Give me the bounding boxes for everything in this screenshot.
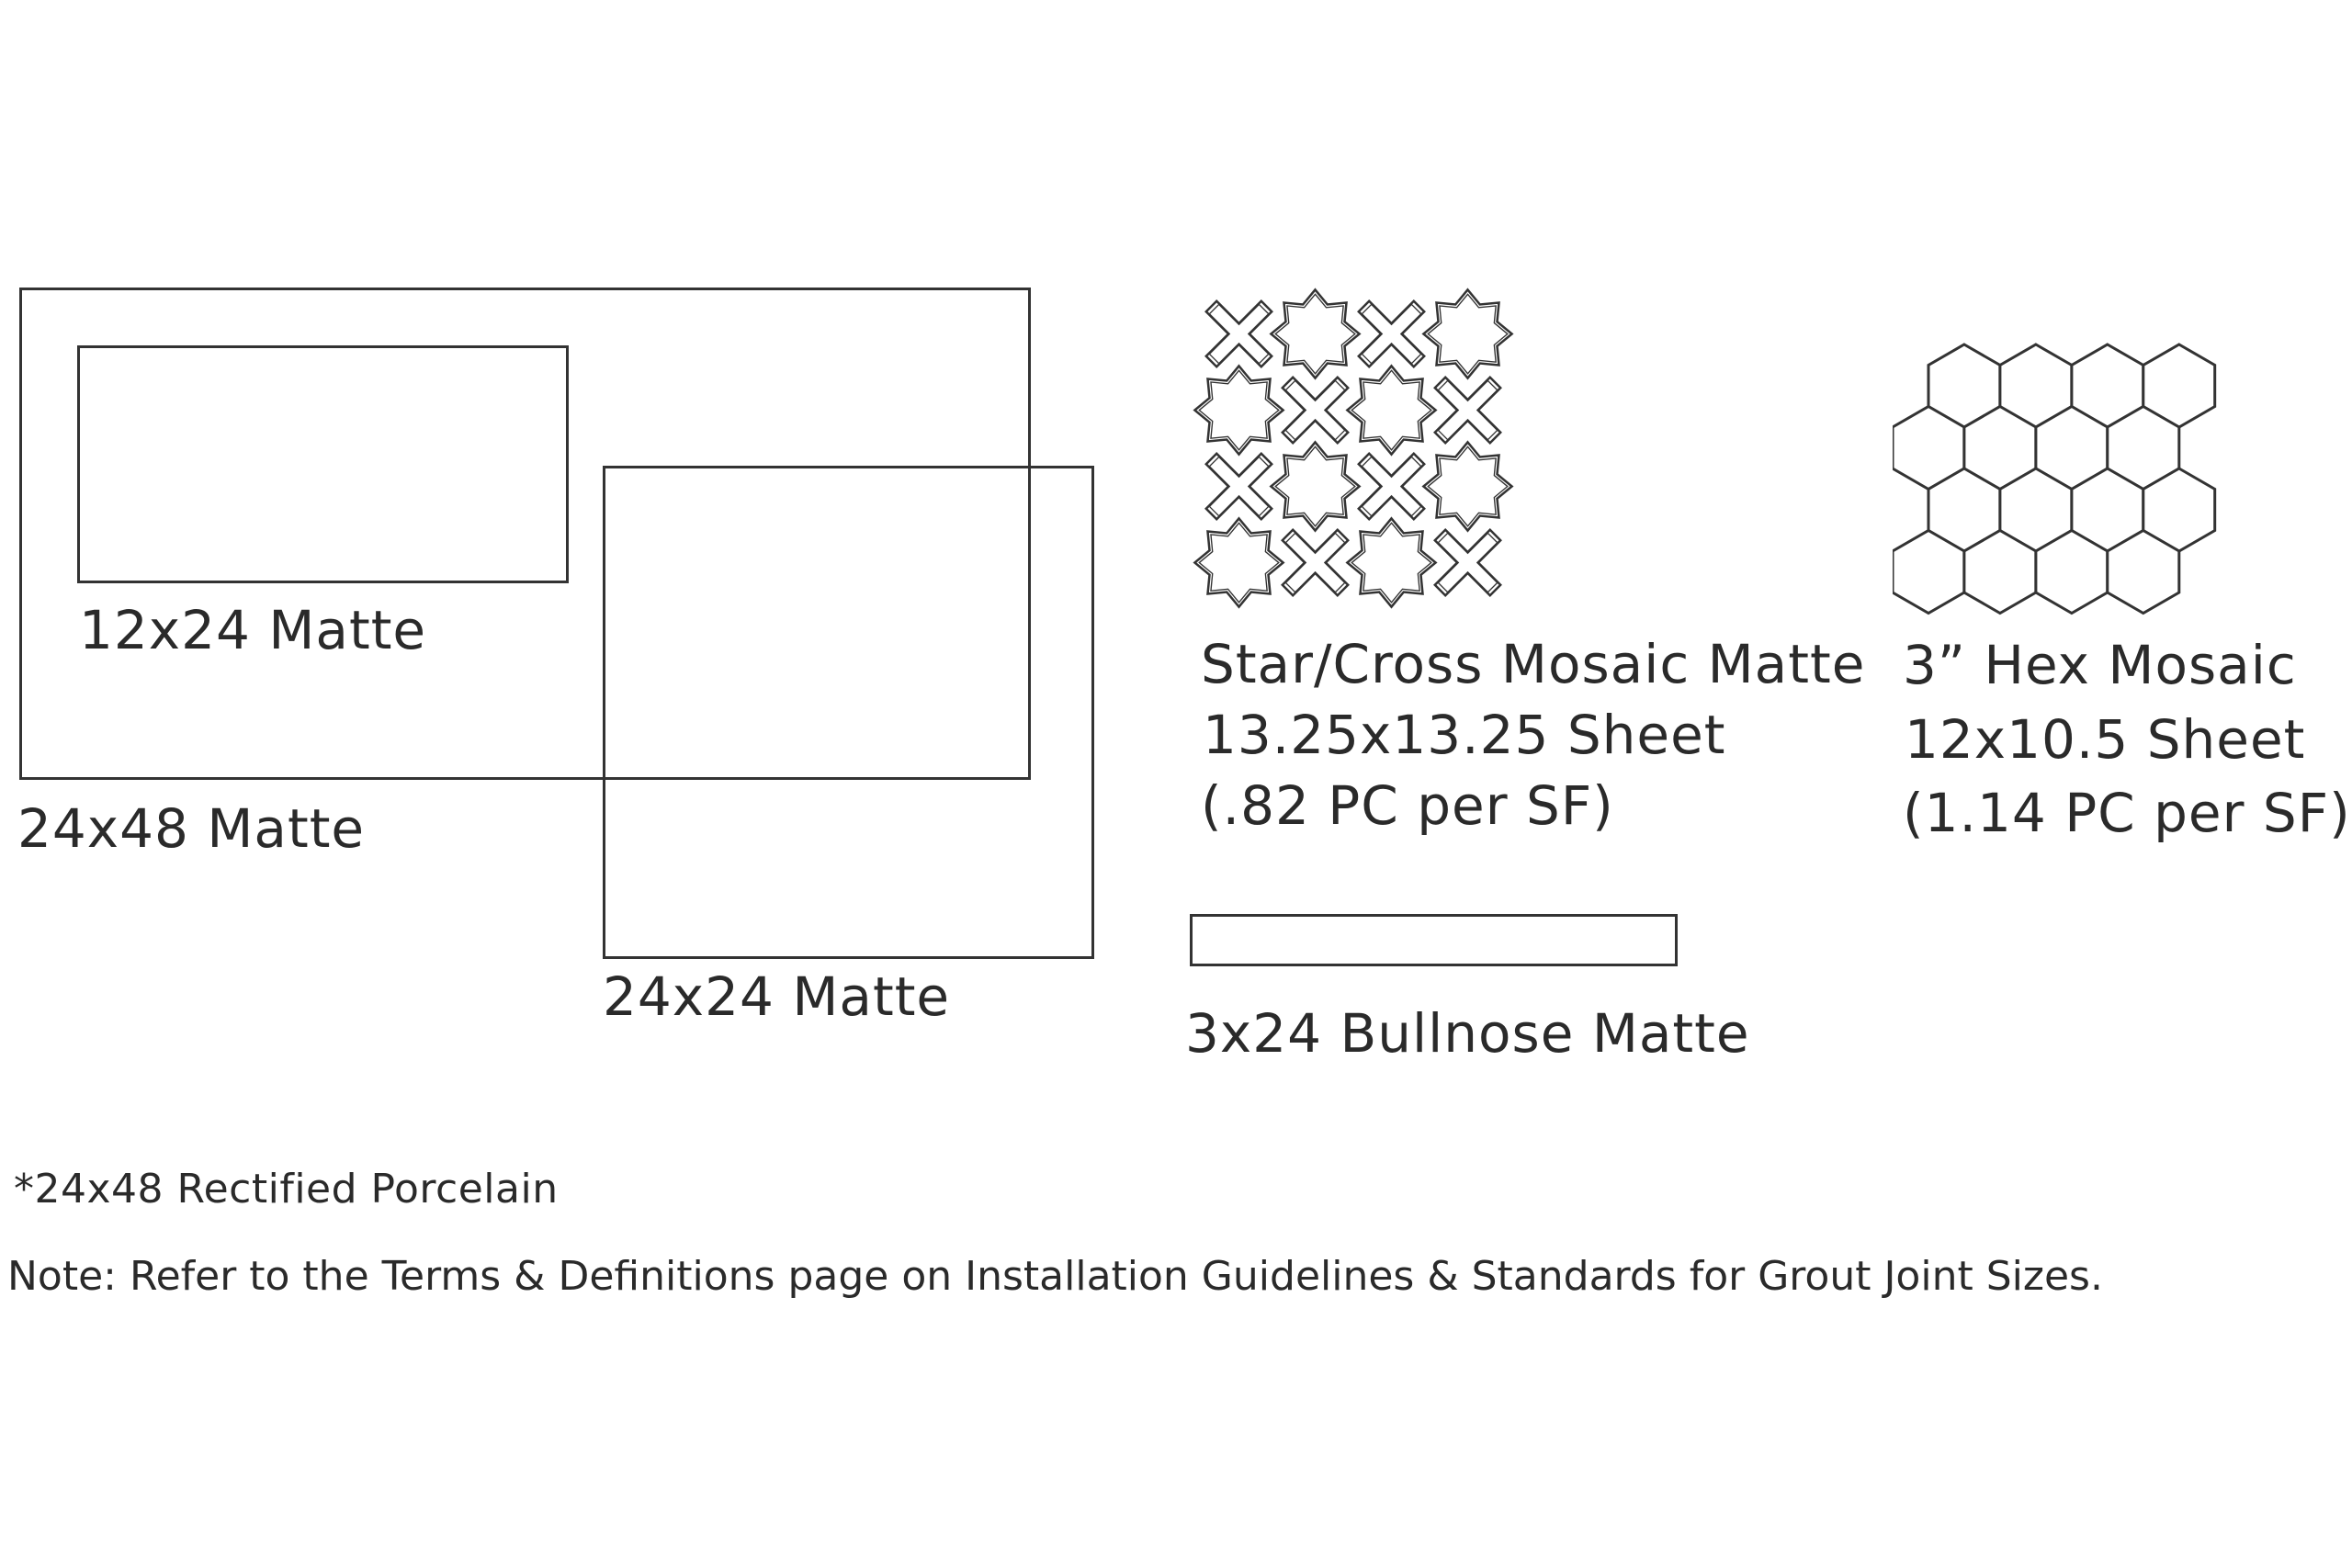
- bullnose-label: 3x24 Bullnose Matte: [1185, 1002, 1750, 1065]
- cross-tile-inner-edge: [1362, 457, 1420, 515]
- bullnose-outline: [1190, 914, 1678, 966]
- tile-12x24-label: 12x24 Matte: [79, 599, 427, 661]
- star-tile-inner-edge: [1199, 523, 1279, 603]
- tile-24x24-label: 24x24 Matte: [603, 965, 951, 1028]
- star-tile-inner-edge: [1351, 370, 1431, 450]
- star-cross-label-line3: (.82 PC per SF): [1201, 774, 1614, 837]
- star-tile-inner-edge: [1428, 446, 1508, 526]
- cross-tile-inner-edge: [1362, 304, 1420, 363]
- star-cross-label-line1: Star/Cross Mosaic Matte: [1201, 633, 1866, 695]
- cross-tile-inner-edge: [1285, 380, 1344, 439]
- hex-label-line3: (1.14 PC per SF): [1903, 782, 2351, 844]
- grout-joint-note: Note: Refer to the Terms & Definitions page on Installation Guidelines & Standards for Grout Joint Sizes.: [7, 1253, 2103, 1300]
- rectified-footnote: *24x48 Rectified Porcelain: [14, 1166, 559, 1213]
- hex-label-line2: 12x10.5 Sheet: [1905, 708, 2306, 771]
- cross-tile-inner-edge: [1285, 533, 1344, 592]
- star-tile-inner-edge: [1428, 294, 1508, 374]
- cross-tile-inner-edge: [1438, 533, 1497, 592]
- cross-tile-inner-edge: [1438, 380, 1497, 439]
- star-tile-inner-edge: [1275, 294, 1355, 374]
- star-tile-inner-edge: [1199, 370, 1279, 450]
- star-cross-label-line2: 13.25x13.25 Sheet: [1203, 704, 1726, 766]
- cross-tile-inner-edge: [1209, 457, 1268, 515]
- tile-24x48-label: 24x48 Matte: [17, 797, 366, 860]
- hex-mosaic-pattern: [1893, 340, 2242, 625]
- hex-label-line1: 3” Hex Mosaic: [1903, 634, 2297, 696]
- star-tile-inner-edge: [1275, 446, 1355, 526]
- star-cross-mosaic-pattern: [1190, 285, 1530, 625]
- tile-24x24-outline: [603, 466, 1094, 959]
- tile-12x24-outline: [77, 345, 569, 583]
- cross-tile-inner-edge: [1209, 304, 1268, 363]
- star-tile-inner-edge: [1351, 523, 1431, 603]
